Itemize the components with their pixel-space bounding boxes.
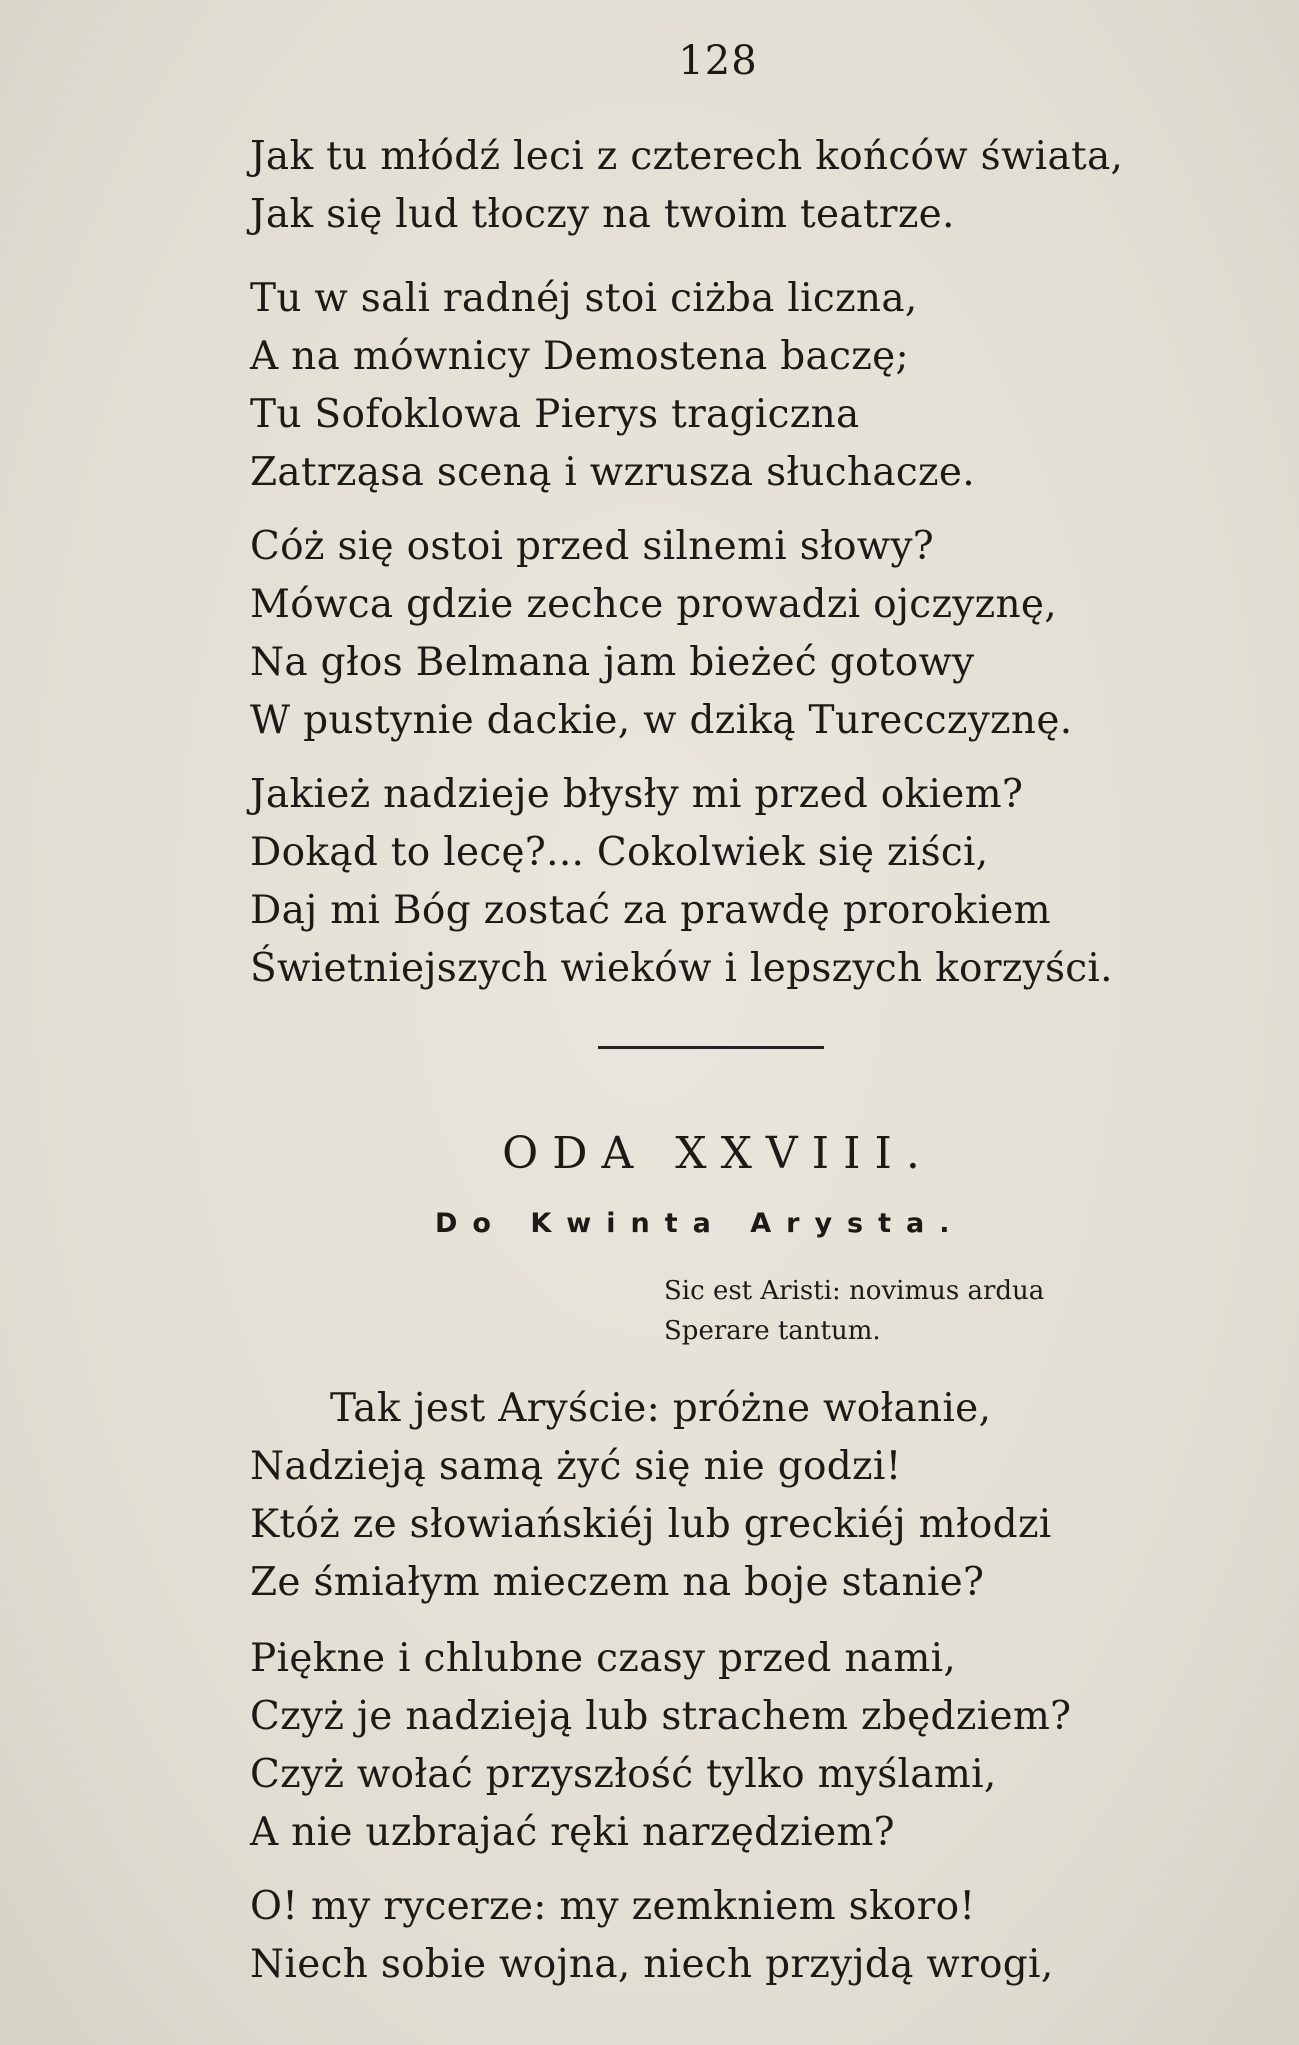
- verse-line: Cóż się ostoi przed silnemi słowy?: [250, 524, 935, 569]
- verse-line: W pustynie dackie, w dziką Turecczyznę.: [250, 698, 1073, 743]
- stanza-2: [250, 270, 975, 502]
- verse-line: Piękne i chlubne czasy przed nami,: [250, 1636, 957, 1681]
- verse-line: Zatrząsa sceną i wzrusza słuchacze.: [250, 450, 975, 495]
- epigraph: [664, 1271, 1044, 1351]
- epigraph-line: Sic est Aristi: novimus ardua: [664, 1276, 1045, 1306]
- verse-line: Tak jest Aryście: próżne wołanie,: [330, 1386, 992, 1431]
- verse-line: Jakież nadzieje błysły mi przed okiem?: [250, 772, 1024, 817]
- ode-stanza-1: [250, 1380, 1052, 1612]
- verse-line: Tu Sofoklowa Pierys tragiczna: [250, 392, 860, 437]
- verse-line: Jak tu młódź leci z czterech końców świata,: [250, 134, 1124, 179]
- verse-line: Tu w sali radnéj stoi ciżba liczna,: [250, 276, 918, 321]
- verse-line: Nadzieją samą żyć się nie godzi!: [250, 1444, 902, 1489]
- ode-stanza-3: [250, 1878, 1054, 1994]
- verse-line: Czyż wołać przyszłość tylko myślami,: [250, 1752, 997, 1797]
- verse-line: Dokąd to lecę?... Cokolwiek się ziści,: [250, 830, 989, 875]
- verse-line: Jak się lud tłoczy na twoim teatrze.: [250, 192, 955, 237]
- ode-stanza-2: [250, 1630, 1071, 1862]
- verse-line: Mówca gdzie zechce prowadzi ojczyznę,: [250, 582, 1057, 627]
- section-divider: [598, 1046, 824, 1049]
- verse-line: O! my rycerze: my zemkniem skoro!: [250, 1884, 976, 1929]
- verse-line: Na głos Belmana jam bieżeć gotowy: [250, 640, 975, 685]
- verse-line: Daj mi Bóg zostać za prawdę prorokiem: [250, 888, 1051, 933]
- verse-line: Któż ze słowiańskiéj lub greckiéj młodzi: [250, 1502, 1052, 1547]
- verse-line: Świetniejszych wieków i lepszych korzyści.: [250, 946, 1113, 991]
- verse-line: Czyż je nadzieją lub strachem zbędziem?: [250, 1694, 1072, 1739]
- stanza-4: [250, 766, 1113, 998]
- ode-title: ODA XXVIII.: [502, 1128, 934, 1179]
- verse-line: Niech sobie wojna, niech przyjdą wrogi,: [250, 1942, 1054, 1987]
- verse-line: Ze śmiałym mieczem na boje stanie?: [250, 1560, 985, 1605]
- verse-line: A na mównicy Demostena baczę;: [250, 334, 909, 379]
- page-number: 128: [678, 38, 758, 84]
- epigraph-line: Sperare tantum.: [664, 1316, 881, 1346]
- verse-line: A nie uzbrajać ręki narzędziem?: [250, 1810, 895, 1855]
- ode-subtitle: Do Kwinta Arysta.: [435, 1208, 965, 1239]
- stanza-1: [250, 128, 1123, 244]
- stanza-3: [250, 518, 1072, 750]
